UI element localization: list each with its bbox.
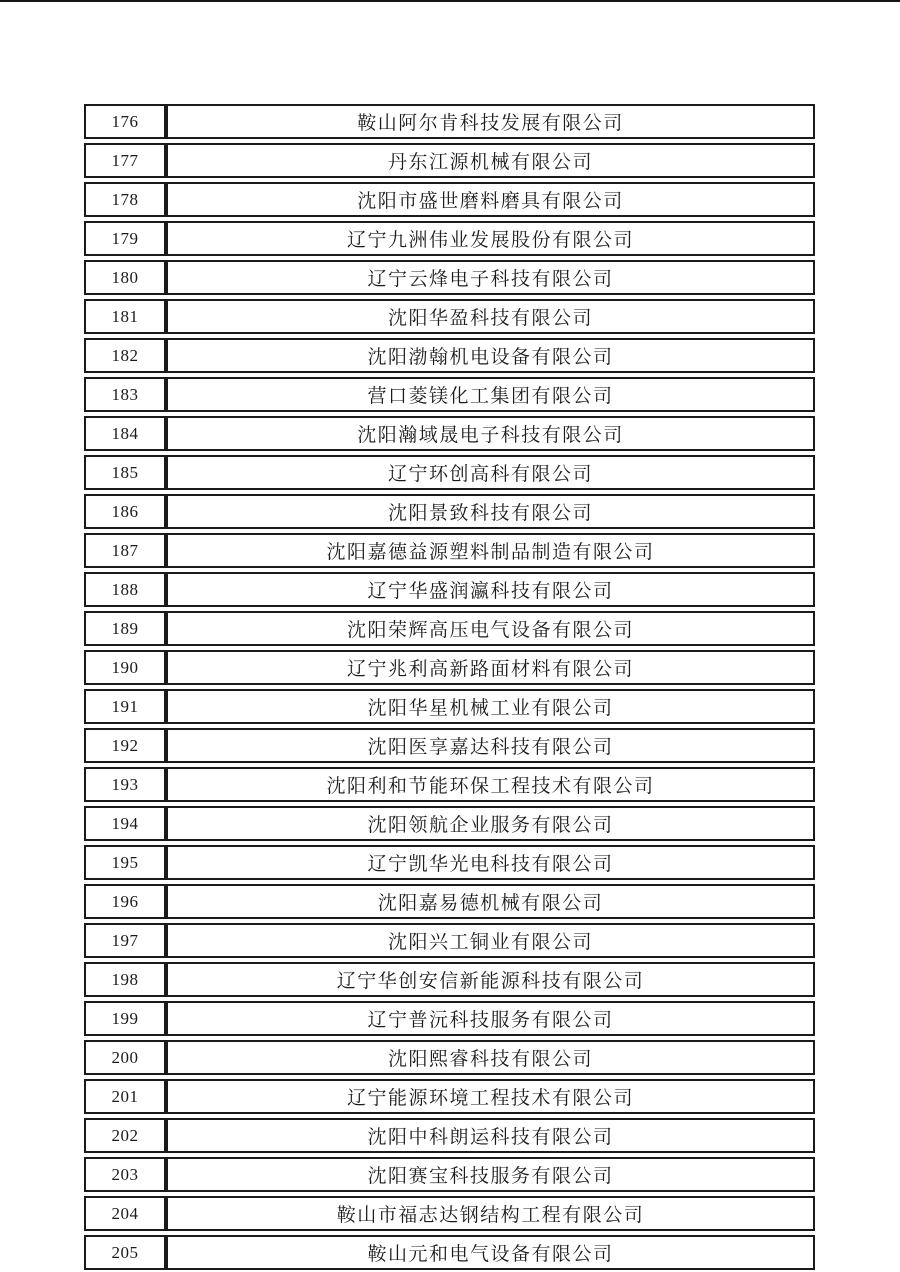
row-number-cell: 197 (84, 923, 166, 958)
table-row (84, 923, 815, 958)
row-number-cell: 189 (84, 611, 166, 646)
table-row (84, 455, 815, 490)
table-row (84, 104, 815, 139)
table-row (84, 1196, 815, 1231)
table-row (84, 299, 815, 334)
row-number-cell: 205 (84, 1235, 166, 1270)
table-row (84, 494, 815, 529)
table-row (84, 221, 815, 256)
row-number-cell: 187 (84, 533, 166, 568)
company-name-cell: 沈阳荣辉高压电气设备有限公司 (166, 611, 815, 646)
table-row (84, 1157, 815, 1192)
table-row (84, 806, 815, 841)
table-row (84, 689, 815, 724)
table-row (84, 728, 815, 763)
company-name-cell: 沈阳景致科技有限公司 (166, 494, 815, 529)
row-number-cell: 199 (84, 1001, 166, 1036)
row-number-cell: 200 (84, 1040, 166, 1075)
company-name-cell: 沈阳嘉易德机械有限公司 (166, 884, 815, 919)
company-name-cell: 鞍山阿尔肯科技发展有限公司 (166, 104, 815, 139)
table-row (84, 572, 815, 607)
company-name-cell: 沈阳赛宝科技服务有限公司 (166, 1157, 815, 1192)
table-row (84, 1118, 815, 1153)
company-list-table (84, 100, 815, 1272)
company-name-cell: 辽宁凯华光电科技有限公司 (166, 845, 815, 880)
table-row (84, 884, 815, 919)
table-row (84, 611, 815, 646)
row-number-cell: 194 (84, 806, 166, 841)
table-row (84, 1079, 815, 1114)
table-row (84, 143, 815, 178)
company-name-cell: 沈阳嘉德益源塑料制品制造有限公司 (166, 533, 815, 568)
company-name-cell: 丹东江源机械有限公司 (166, 143, 815, 178)
company-name-cell: 辽宁华盛润瀛科技有限公司 (166, 572, 815, 607)
company-name-cell: 沈阳市盛世磨料磨具有限公司 (166, 182, 815, 217)
row-number-cell: 190 (84, 650, 166, 685)
company-name-cell: 沈阳兴工铜业有限公司 (166, 923, 815, 958)
table-row (84, 338, 815, 373)
row-number-cell: 177 (84, 143, 166, 178)
company-name-cell: 鞍山元和电气设备有限公司 (166, 1235, 815, 1270)
company-name-cell: 辽宁华创安信新能源科技有限公司 (166, 962, 815, 997)
table-row (84, 182, 815, 217)
row-number-cell: 186 (84, 494, 166, 529)
company-list-table-body (84, 104, 815, 1270)
page-top-edge-line (0, 0, 900, 2)
row-number-cell: 202 (84, 1118, 166, 1153)
company-name-cell: 营口菱镁化工集团有限公司 (166, 377, 815, 412)
row-number-cell: 180 (84, 260, 166, 295)
row-number-cell: 193 (84, 767, 166, 802)
company-name-cell: 辽宁环创高科有限公司 (166, 455, 815, 490)
table-row (84, 650, 815, 685)
row-number-cell: 201 (84, 1079, 166, 1114)
table-row (84, 962, 815, 997)
table-row (84, 767, 815, 802)
company-name-cell: 沈阳医享嘉达科技有限公司 (166, 728, 815, 763)
company-name-cell: 辽宁兆利高新路面材料有限公司 (166, 650, 815, 685)
table-row (84, 377, 815, 412)
table-row (84, 533, 815, 568)
table-row (84, 1001, 815, 1036)
row-number-cell: 203 (84, 1157, 166, 1192)
row-number-cell: 192 (84, 728, 166, 763)
company-name-cell: 沈阳熙睿科技有限公司 (166, 1040, 815, 1075)
company-name-cell: 沈阳华盈科技有限公司 (166, 299, 815, 334)
row-number-cell: 178 (84, 182, 166, 217)
row-number-cell: 198 (84, 962, 166, 997)
table-row (84, 1040, 815, 1075)
row-number-cell: 181 (84, 299, 166, 334)
company-name-cell: 辽宁能源环境工程技术有限公司 (166, 1079, 815, 1114)
company-name-cell: 沈阳中科朗运科技有限公司 (166, 1118, 815, 1153)
company-name-cell: 沈阳领航企业服务有限公司 (166, 806, 815, 841)
company-name-cell: 鞍山市福志达钢结构工程有限公司 (166, 1196, 815, 1231)
company-name-cell: 沈阳利和节能环保工程技术有限公司 (166, 767, 815, 802)
table-row (84, 845, 815, 880)
company-name-cell: 辽宁普沅科技服务有限公司 (166, 1001, 815, 1036)
row-number-cell: 188 (84, 572, 166, 607)
row-number-cell: 185 (84, 455, 166, 490)
row-number-cell: 204 (84, 1196, 166, 1231)
row-number-cell: 183 (84, 377, 166, 412)
row-number-cell: 196 (84, 884, 166, 919)
company-name-cell: 沈阳华星机械工业有限公司 (166, 689, 815, 724)
row-number-cell: 182 (84, 338, 166, 373)
row-number-cell: 179 (84, 221, 166, 256)
row-number-cell: 184 (84, 416, 166, 451)
company-name-cell: 辽宁云烽电子科技有限公司 (166, 260, 815, 295)
table-row (84, 416, 815, 451)
company-name-cell: 沈阳瀚域晟电子科技有限公司 (166, 416, 815, 451)
table-row (84, 1235, 815, 1270)
table-row (84, 260, 815, 295)
company-name-cell: 沈阳渤翰机电设备有限公司 (166, 338, 815, 373)
row-number-cell: 191 (84, 689, 166, 724)
row-number-cell: 195 (84, 845, 166, 880)
company-name-cell: 辽宁九洲伟业发展股份有限公司 (166, 221, 815, 256)
row-number-cell: 176 (84, 104, 166, 139)
